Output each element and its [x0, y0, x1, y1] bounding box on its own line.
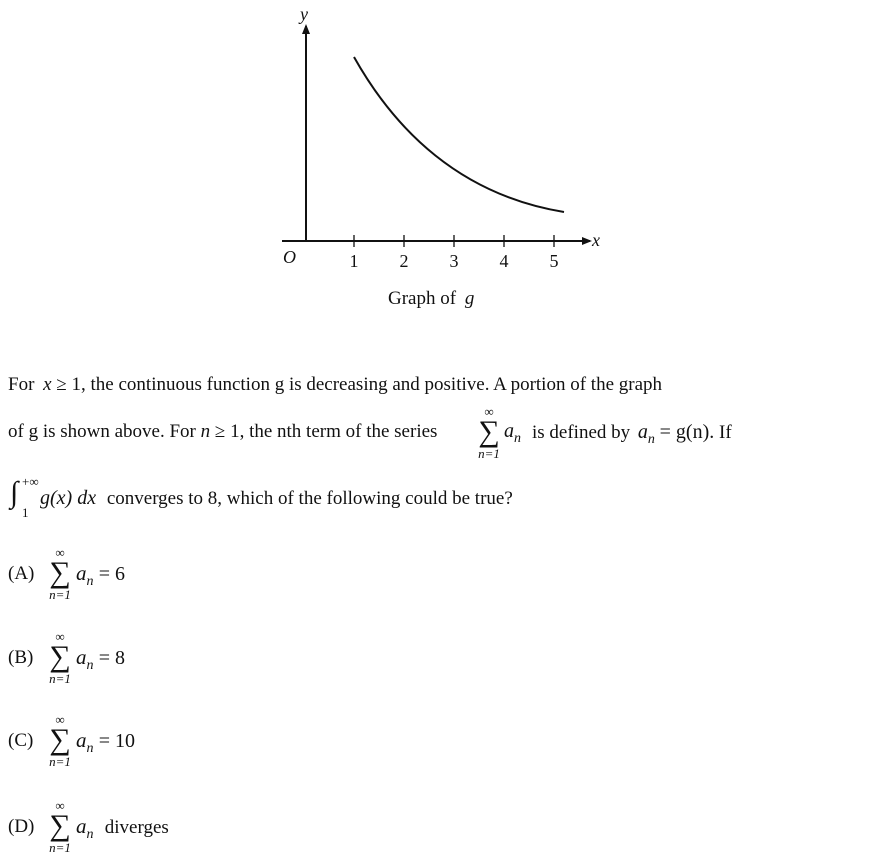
stem-line2-text3: If: [719, 422, 732, 443]
stem-line-2: [8, 421, 437, 443]
x-tick-label-1: 1: [349, 251, 359, 271]
choice-d-letter: (D): [8, 816, 35, 837]
stem-line1-prefix: For: [8, 374, 35, 395]
stem-line2-var: n: [200, 421, 211, 442]
stem-line2-text1: of g is shown above. For: [8, 421, 196, 442]
y-axis-label: y: [300, 4, 308, 24]
choice-c-expr: $a_n = 10$: [76, 728, 136, 756]
stem-line2-cond: ≥ 1, the nth term of the series: [214, 421, 438, 442]
integrand: g(x) dx: [40, 487, 97, 509]
integral-lower: 1: [22, 505, 29, 520]
stem-def-sub: n: [647, 432, 655, 447]
stem-sum-bottom: n=1: [478, 446, 500, 461]
sigma-icon: ∑: [49, 723, 71, 756]
stem-term-a: a: [504, 420, 514, 442]
graph-caption-var: g: [464, 288, 475, 309]
x-tick-label-3: 3: [449, 251, 459, 271]
x-tick-label-4: 4: [499, 251, 509, 271]
stem-term-sub: n: [514, 431, 521, 446]
x-axis-label: x: [592, 230, 600, 250]
choice-a-sum-top: ∞: [55, 545, 65, 560]
choice-d-sum-top: ∞: [55, 798, 65, 813]
stem-line1-var: x: [43, 374, 52, 395]
stem-sum-top: ∞: [484, 404, 494, 419]
stem-line-1: [8, 374, 662, 396]
stem-line2-rest: [532, 421, 732, 447]
stem-line2-text2: is defined by: [532, 422, 631, 443]
stem-line1-cond: ≥ 1,: [56, 374, 86, 395]
stem-def-rhs: = g(n).: [659, 421, 715, 443]
choice-a-expr: $a_n = 6$: [76, 561, 126, 589]
choice-d-expr: $a_n$ diverges: [76, 814, 169, 842]
choice-b-sum-bottom: n=1: [49, 671, 71, 686]
stem-series-term: [504, 420, 521, 446]
choice-d-sum-bottom: n=1: [49, 840, 71, 855]
stem-line3-text: converges to 8, which of the following could be true?: [106, 488, 513, 509]
sigma-icon: ∑: [478, 415, 500, 448]
stem-def-lhs: a: [637, 421, 648, 443]
integral-upper: +∞: [22, 474, 39, 489]
choice-a-sum-bottom: n=1: [49, 587, 71, 602]
sigma-icon: ∑: [49, 556, 71, 589]
sigma-icon: ∑: [49, 640, 71, 673]
origin-label: O: [283, 247, 296, 267]
choice-b-sum-top: ∞: [55, 629, 65, 644]
x-tick-label-2: 2: [399, 251, 409, 271]
x-tick-label-5: 5: [549, 251, 559, 271]
choice-b-expr: $a_n = 8$: [76, 645, 126, 673]
curve-g: [354, 57, 564, 212]
stem-line-3: [40, 487, 513, 510]
choice-b-letter: (B): [8, 647, 34, 668]
integral-sign: ∫: [10, 476, 19, 509]
graph-of-g: [0, 0, 870, 330]
choice-c-sum-top: ∞: [55, 712, 65, 727]
stem-line1-text: the continuous function g is decreasing and positive. A portion of the graph: [90, 374, 663, 395]
choice-c-sum-bottom: n=1: [49, 754, 71, 769]
sigma-icon: ∑: [49, 809, 71, 842]
choice-c-letter: (C): [8, 730, 34, 751]
graph-caption-text: Graph of: [388, 288, 457, 309]
choice-a-letter: (A): [8, 563, 35, 584]
graph-caption: [388, 288, 474, 309]
